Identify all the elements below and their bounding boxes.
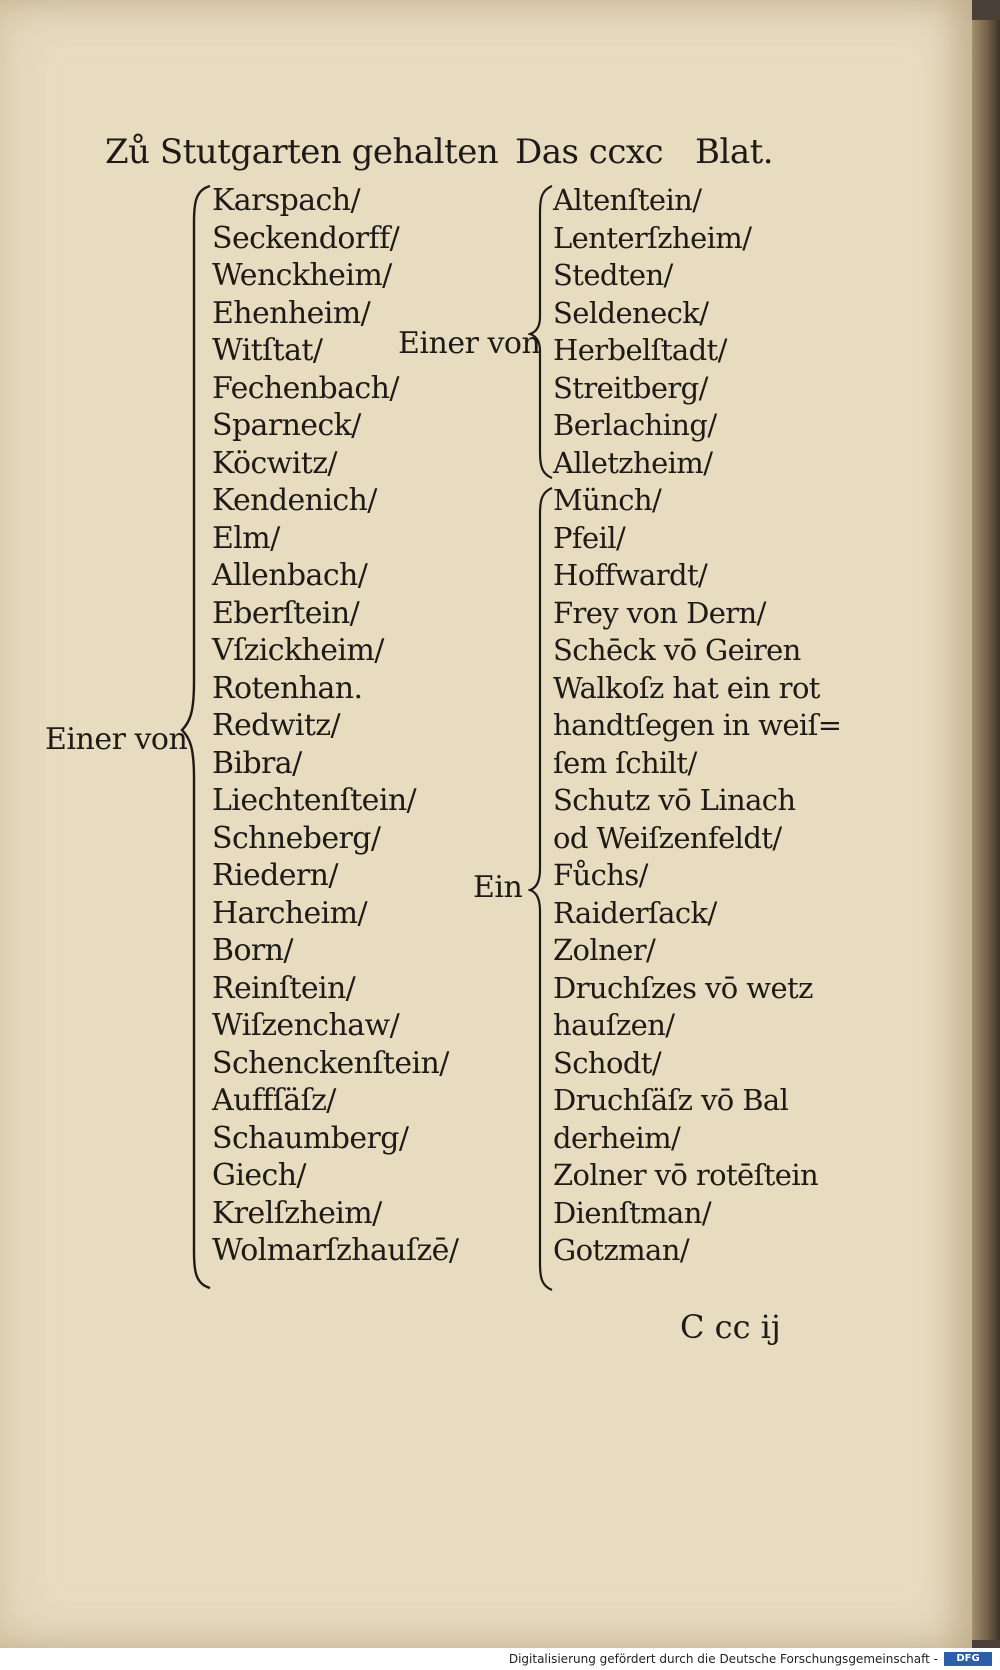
- list-item: Krelſzheim/: [212, 1195, 382, 1231]
- label-einer-von-left: Einer von: [45, 722, 188, 757]
- list-item: Stedten/: [553, 258, 673, 292]
- list-item: Karspach/: [212, 183, 360, 218]
- list-item: hauſzen/: [553, 1008, 675, 1042]
- footer-text: Digitalisierung gefördert durch die Deutsche Forschungsgemeinschaft -: [508, 1652, 938, 1666]
- list-item: Zolner/: [553, 933, 656, 967]
- list-item: Kendenich/: [212, 483, 377, 518]
- list-item: derheim/: [553, 1120, 681, 1155]
- list-item: Herbelſtadt/: [553, 333, 727, 367]
- page-edge: [972, 20, 1000, 1640]
- list-item: Hoffwardt/: [553, 558, 708, 592]
- list-item: Eberſtein/: [212, 595, 360, 631]
- list-item: Allenbach/: [212, 558, 368, 593]
- list-item: Altenſtein/: [553, 183, 702, 217]
- list-item: Schodt/: [553, 1045, 662, 1080]
- list-item: ſem ſchilt/: [553, 745, 697, 780]
- list-item: Harcheim/: [212, 895, 368, 931]
- list-item: Walkoſz hat ein rot: [553, 670, 820, 705]
- list-item: Wenckheim/: [212, 258, 392, 293]
- list-item: Giech/: [212, 1158, 306, 1193]
- list-item: od Weiſzenfeldt/: [553, 820, 782, 855]
- list-item: Schutz vō Linach: [553, 783, 796, 817]
- list-item: Dienſtman/: [553, 1195, 711, 1230]
- list-item: Fechenbach/: [212, 370, 399, 406]
- label-einer-von-right: Einer von: [398, 326, 541, 361]
- list-item: Fůchs/: [553, 858, 648, 892]
- list-item: Liechtenſtein/: [212, 783, 417, 818]
- list-item: Zolner vō rotēſtein: [553, 1158, 819, 1192]
- list-item: Bibra/: [212, 745, 302, 781]
- list-item: Seckendorff/: [212, 220, 400, 256]
- list-item: Lenterſzheim/: [553, 220, 752, 255]
- right-lower-brace: [528, 484, 556, 1294]
- list-item: Rotenhan.: [212, 670, 363, 706]
- list-item: Seldeneck/: [553, 295, 709, 330]
- list-item: Schenckenſtein/: [212, 1045, 449, 1081]
- list-item: Elm/: [212, 520, 280, 556]
- running-head-left: Zů Stutgarten gehalten: [105, 132, 499, 172]
- list-item: Sparneck/: [212, 408, 361, 443]
- list-item: Druchſzes vō wetz: [553, 970, 813, 1005]
- list-item: Ehenheim/: [212, 295, 371, 331]
- list-item: Alletzheim/: [553, 445, 713, 480]
- list-item: Wiſzenchaw/: [212, 1008, 400, 1043]
- list-item: Witſtat/: [212, 333, 323, 368]
- running-head-middle: Das ccxc: [515, 132, 664, 172]
- signature-mark: C cc ij: [680, 1308, 781, 1346]
- right-name-list: [553, 182, 841, 1270]
- list-item: Schaumberg/: [212, 1120, 409, 1156]
- list-item: Riedern/: [212, 858, 338, 893]
- list-item: Köcwitz/: [212, 445, 337, 481]
- list-item: Streitberg/: [553, 370, 708, 405]
- left-name-list: [212, 182, 458, 1270]
- list-item: Wolmarſzhauſzē/: [212, 1233, 459, 1268]
- list-item: Berlaching/: [553, 408, 717, 442]
- list-item: Münch/: [553, 483, 662, 517]
- list-item: Schēck vō Geiren: [553, 633, 801, 667]
- list-item: Reinſtein/: [212, 970, 356, 1006]
- dfg-logo: DFG: [944, 1652, 992, 1666]
- list-item: Born/: [212, 933, 293, 968]
- digitization-footer: [0, 1648, 1000, 1670]
- list-item: handtſegen in weiſ=: [553, 708, 842, 742]
- running-head-right: Blat.: [695, 132, 774, 172]
- list-item: Pfeil/: [553, 520, 626, 555]
- list-item: Frey von Dern/: [553, 595, 766, 630]
- label-ein: Ein: [473, 870, 523, 905]
- list-item: Schneberg/: [212, 820, 381, 856]
- list-item: Vſzickheim/: [212, 633, 384, 668]
- list-item: Redwitz/: [212, 708, 340, 743]
- list-item: Auffſäſz/: [212, 1083, 336, 1118]
- list-item: Raiderſack/: [553, 895, 717, 930]
- list-item: Druchſäſz vō Bal: [553, 1083, 789, 1117]
- list-item: Gotzman/: [553, 1233, 689, 1267]
